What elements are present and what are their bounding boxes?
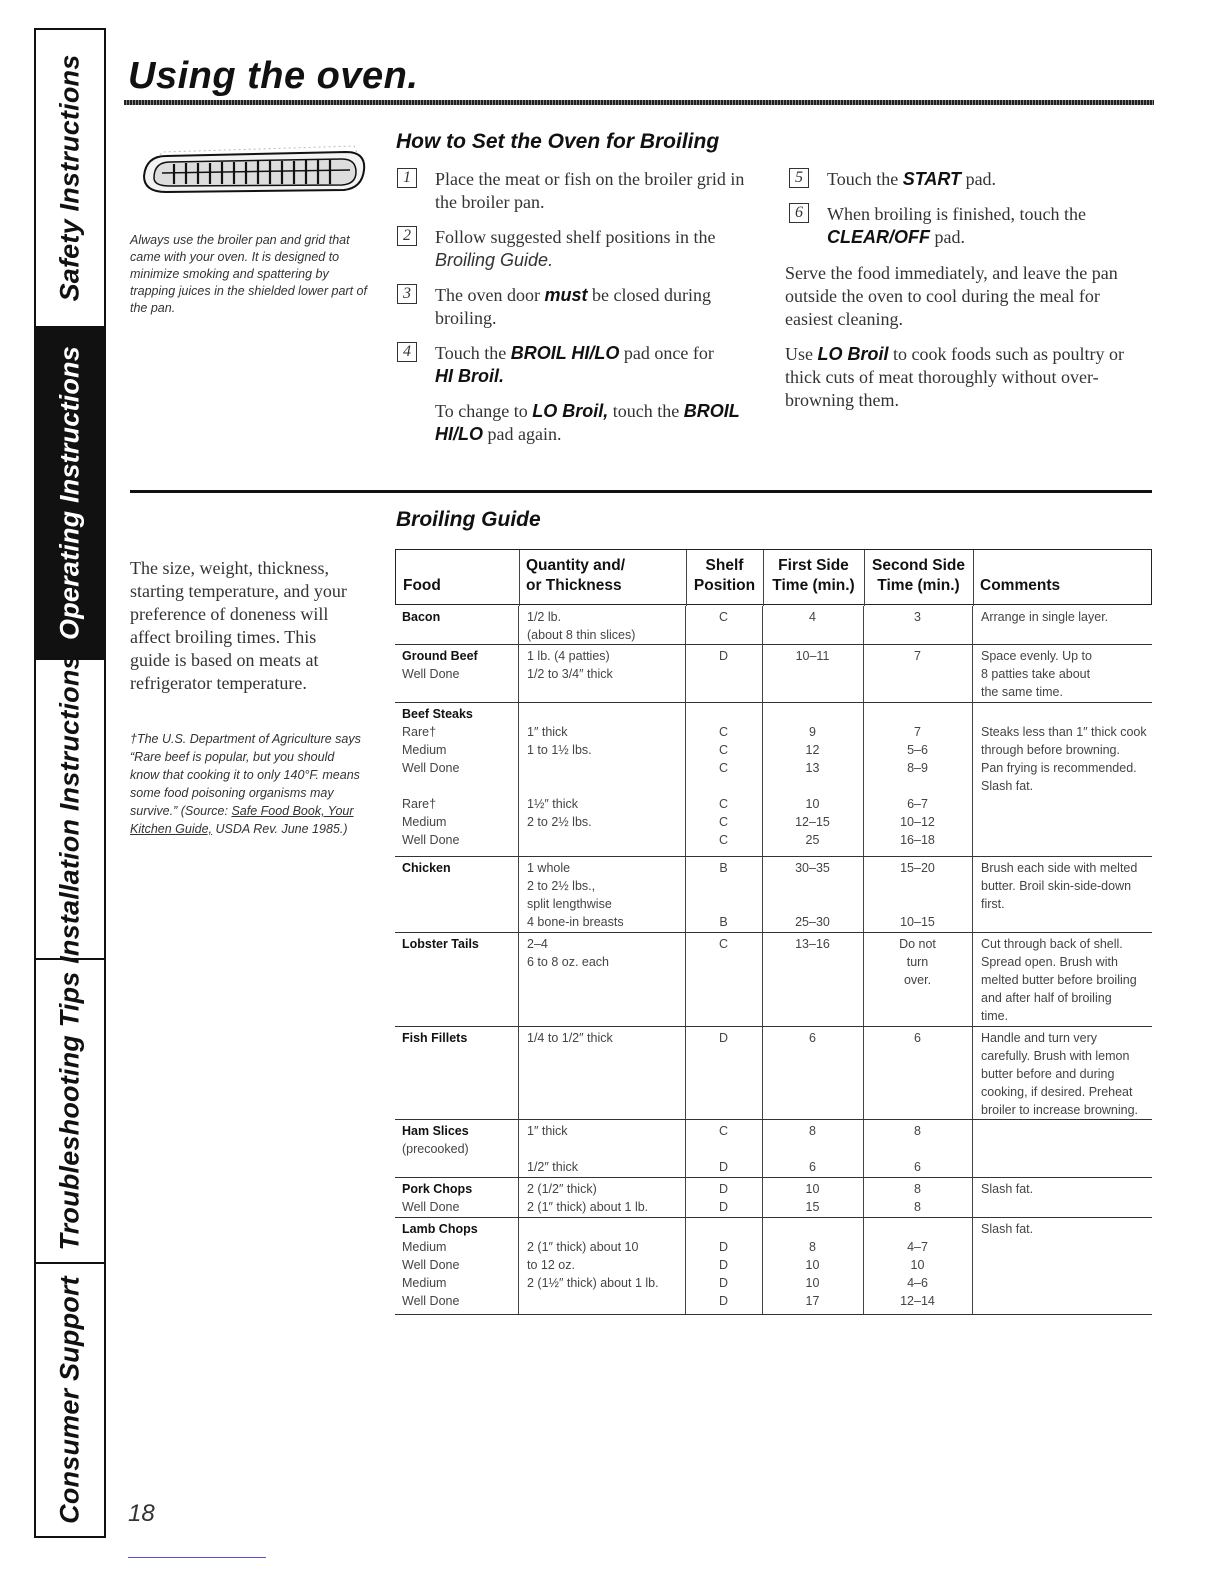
food-name: Ground Beef (402, 649, 478, 663)
step-4: 4 Touch the BROIL HI/LO pad once for HI Broil. To change to LO Broil, touch the BROIL HI/LO pad again. (397, 342, 762, 446)
food-name: Lamb Chops (402, 1222, 478, 1236)
food-name: Ham Slices (402, 1124, 469, 1138)
table-row (395, 645, 1152, 703)
broiler-pan-illustration (132, 132, 372, 206)
step-number: 5 (789, 168, 809, 188)
source-link: Safe Food Book, Your Kitchen Guide, (130, 804, 354, 836)
column-divider (518, 606, 519, 645)
doneness-label: Medium Well Done Medium Well Done (402, 1240, 460, 1308)
column-divider (518, 1027, 519, 1120)
column-header: Comments (980, 577, 1061, 594)
serve-paragraph: Serve the food immediately, and leave the pan outside the oven to cool during the meal for easiest cleaning. (785, 263, 1118, 329)
cell-shelf: D (718, 1031, 729, 1045)
column-divider (972, 1178, 973, 1218)
table-row (395, 703, 1152, 857)
cell-qty: 1 whole 2 to 2½ lbs., split lengthwise 4 bone-in breasts (527, 861, 624, 929)
column-divider (972, 703, 973, 857)
column-divider (518, 1178, 519, 1218)
cell-qty: 2–4 6 to 8 oz. each (527, 937, 610, 969)
column-divider (518, 1218, 519, 1315)
cell-second: 3 (914, 610, 921, 624)
column-divider (518, 933, 519, 1027)
page-title: Using the oven. (128, 55, 419, 97)
column-divider (518, 703, 519, 857)
column-divider (972, 857, 973, 933)
cell-shelf: D D (718, 1182, 729, 1214)
cell-qty: 1 lb. (4 patties) 1/2 to 3/4″ thick (527, 649, 613, 681)
cell-comments: Space evenly. Up to 8 patties take about the same time. (981, 649, 1092, 699)
tab-troubleshooting-tips[interactable]: Troubleshooting Tips (36, 960, 104, 1264)
column-divider (972, 645, 973, 703)
cell-second: 7 5–6 8–9 6–7 10–12 16–18 (900, 725, 935, 847)
column-header: First Side Time (min.) (772, 557, 855, 594)
step-6: 6 When broiling is finished, touch the CLEAR/OFF pad. (789, 203, 1149, 249)
cell-qty: 1″ thick 1/2″ thick (527, 1124, 578, 1174)
lo-broil-paragraph: Use LO Broil to cook foods such as poultry or thick cuts of meat thoroughly without over-browning them. (785, 344, 1124, 410)
column-header: Food (403, 577, 441, 594)
broiling-guide-heading: Broiling Guide (396, 508, 541, 531)
tab-safety-instructions[interactable]: Safety Instructions (36, 30, 104, 328)
cell-comments: Slash fat. (981, 1182, 1034, 1196)
doneness-label: Rare† Medium Well Done Rare† Medium Well Done (402, 725, 460, 847)
tab-installation-instructions[interactable]: Installation Instructions (36, 660, 104, 960)
cell-first: 4 (809, 610, 816, 624)
cell-comments: Arrange in single layer. (981, 610, 1109, 624)
cell-first: 9 12 13 10 12–15 25 (795, 725, 830, 847)
step-number: 3 (397, 284, 417, 304)
usda-footnote: †The U.S. Department of Agriculture says “Rare beef is popular, but you should know that cooking it to only 140°F. means some food poisoning organisms may survive.” (Source: Safe Food Book, Your Kitchen Guide, USDA Rev. June 1985.) (130, 732, 361, 836)
food-name: Lobster Tails (402, 937, 479, 951)
cell-first: 10 15 (805, 1182, 820, 1214)
table-header (395, 549, 1152, 605)
broiling-guide-table (395, 549, 1152, 1317)
cell-shelf: C (718, 610, 729, 624)
doneness-label: Well Done (402, 1200, 460, 1214)
tab-operating-instructions[interactable]: Operating Instructions (36, 328, 104, 660)
cell-qty: 2 (1″ thick) about 10 to 12 oz. 2 (1½″ thick) about 1 lb. (527, 1240, 659, 1290)
broiler-pan-caption: Always use the broiler pan and grid that came with your oven. It is designed to minimize smoking and spattering by trapping juices in the shielded lower part of the pan. (130, 233, 367, 315)
column-divider (972, 1120, 973, 1178)
cell-comments: Cut through back of shell. Spread open. Brush with melted butter before broiling and after half of broiling time. (981, 937, 1137, 1023)
cell-shelf: D (718, 649, 729, 663)
cell-second: 8 8 (914, 1182, 921, 1214)
cell-second: 6 (914, 1031, 921, 1045)
column-divider (518, 645, 519, 703)
column-divider (518, 857, 519, 933)
cell-second: 8 6 (914, 1124, 921, 1174)
cell-shelf: C D (718, 1124, 729, 1174)
cell-shelf: C C C C C C (718, 725, 729, 847)
table-row (395, 1027, 1152, 1120)
title-rule (124, 100, 1154, 105)
step-number: 4 (397, 342, 417, 362)
column-header: Quantity and/ or Thickness (526, 557, 626, 594)
food-name: Bacon (402, 610, 441, 624)
column-header: Shelf Position (693, 557, 756, 594)
table-row (395, 933, 1152, 1027)
cell-first: 6 (809, 1031, 816, 1045)
cell-shelf: D D D D (718, 1240, 729, 1308)
food-name: Pork Chops (402, 1182, 473, 1196)
cell-shelf: B B (719, 861, 728, 929)
cell-shelf: C (718, 937, 729, 951)
cell-qty: 1/4 to 1/2″ thick (527, 1031, 613, 1045)
row-divider (395, 1314, 1152, 1315)
tab-consumer-support[interactable]: Consumer Support (54, 1276, 85, 1524)
column-divider (972, 1218, 973, 1315)
step-number: 2 (397, 226, 417, 246)
food-name: Beef Steaks (402, 707, 473, 721)
cell-second: 4–7 10 4–6 12–14 (900, 1240, 935, 1308)
cell-comments: Brush each side with melted butter. Broil skin-side-down first. (981, 861, 1138, 911)
cell-first: 8 6 (809, 1124, 816, 1174)
cell-qty: 1″ thick 1 to 1½ lbs. 1½″ thick 2 to 2½ lbs. (527, 725, 592, 829)
cell-second: 15–20 10–15 (900, 861, 935, 929)
cell-qty: 2 (1/2″ thick) 2 (1″ thick) about 1 lb. (527, 1182, 649, 1214)
cell-comments: Steaks less than 1″ thick cook through before browning. Pan frying is recommended. Slash fat. (981, 725, 1147, 793)
doneness-label: (precooked) (402, 1142, 469, 1156)
guide-intro: The size, weight, thickness, starting temperature, and your preference of doneness will affect broiling times. This guide is based on meats at refrigerator temperature. (130, 558, 347, 693)
cell-second: 7 (914, 649, 921, 663)
footer-line (128, 1557, 266, 1558)
step-1: 1 Place the meat or fish on the broiler grid in the broiler pan. (397, 168, 762, 214)
cell-first: 8 10 10 17 (805, 1240, 820, 1308)
table-row (395, 1178, 1152, 1218)
column-divider (972, 933, 973, 1027)
table-row (395, 1218, 1152, 1315)
table-row (395, 857, 1152, 933)
cell-first: 30–35 25–30 (795, 861, 830, 929)
cell-first: 10–11 (795, 649, 830, 663)
cell-first: 13–16 (795, 937, 830, 951)
table-row (395, 606, 1152, 645)
header-divider (519, 550, 520, 606)
column-divider (972, 1027, 973, 1120)
header-divider (973, 550, 974, 606)
step-2: 2 Follow suggested shelf positions in the Broiling Guide. (397, 226, 762, 272)
step-number: 6 (789, 203, 809, 223)
column-divider (518, 1120, 519, 1178)
column-divider (972, 606, 973, 645)
page-number: 18 (128, 1500, 155, 1527)
table-row (395, 1120, 1152, 1178)
step-number: 1 (397, 168, 417, 188)
cell-comments: Slash fat. (981, 1222, 1034, 1236)
doneness-label: Well Done (402, 667, 460, 681)
broiling-heading: How to Set the Oven for Broiling (396, 130, 720, 153)
cell-comments: Handle and turn very carefully. Brush with lemon butter before and during cooking, if desired. Preheat broiler to increase browning. (981, 1031, 1139, 1117)
food-name: Fish Fillets (402, 1031, 468, 1045)
step-3: 3 The oven door must be closed during broiling. (397, 284, 762, 330)
sidebar-nav (34, 28, 106, 1538)
cell-second: Do not turn over. (899, 937, 936, 987)
section-divider (130, 490, 1152, 493)
column-header: Second Side Time (min.) (871, 557, 966, 594)
step-5: 5 Touch the START pad. (789, 168, 1149, 191)
food-name: Chicken (402, 861, 451, 875)
cell-qty: 1/2 lb. (about 8 thin slices) (527, 610, 636, 642)
